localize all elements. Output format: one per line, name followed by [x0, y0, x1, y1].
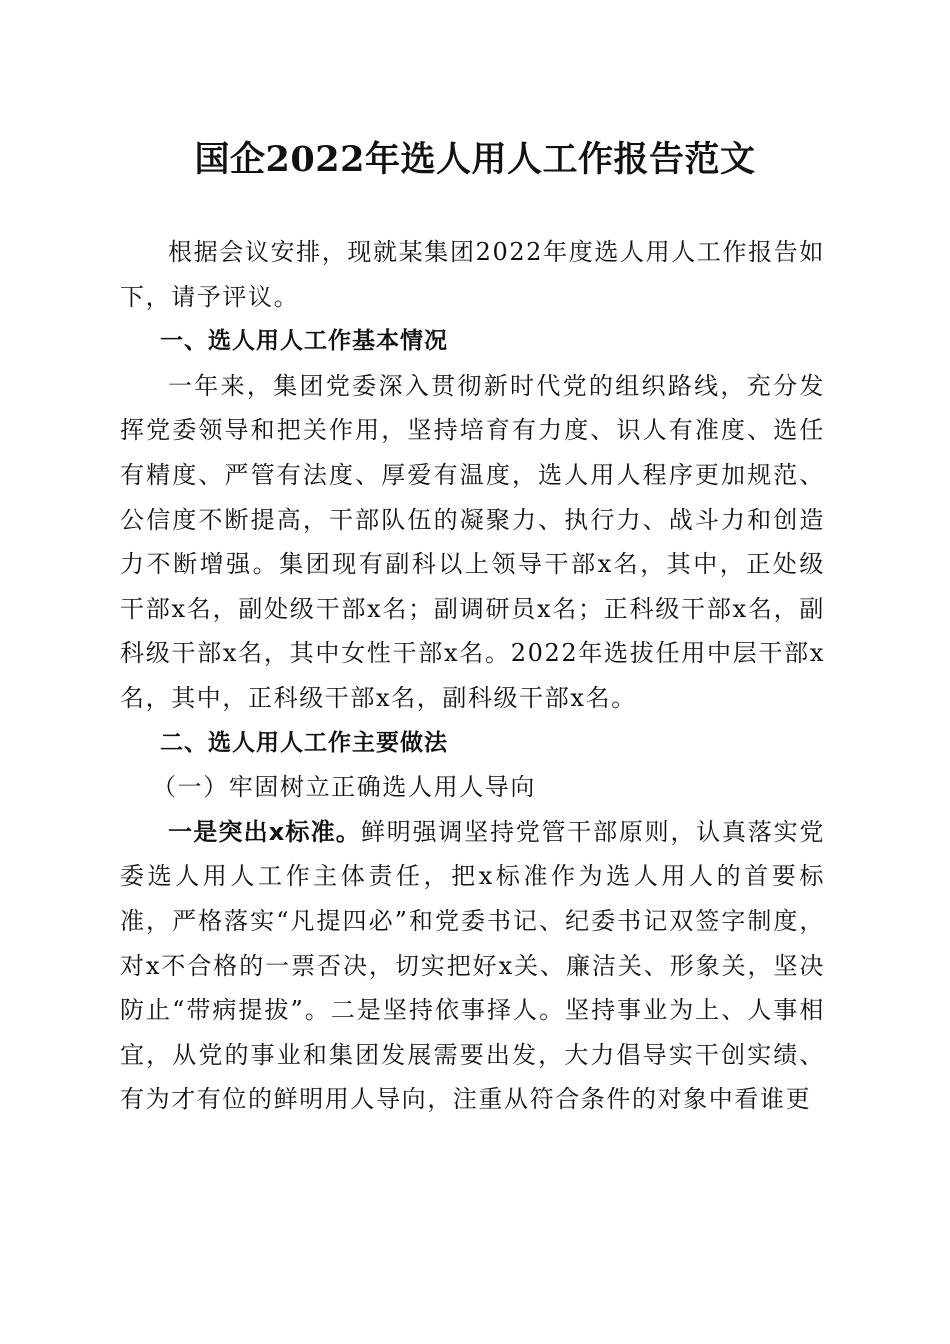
- section-2-subheading: （一）牢固树立正确选人用人导向: [152, 773, 536, 802]
- document-body: [120, 230, 825, 1122]
- section-1-heading: 一、选人用人工作基本情况: [160, 328, 448, 355]
- document-title: 国企2022年选人用人工作报告范文: [194, 139, 756, 180]
- section-2-paragraph: [120, 810, 825, 1122]
- intro-paragraph: 根据会议安排，现就某集团2022年度选人用人工作报告如下，请予评议。: [120, 238, 825, 311]
- section-2-text: 鲜明强调坚持党管干部原则，认真落实党委选人用人工作主体责任，把x标准作为选人用人的首要标准，严格落实“凡提四必”和党委书记、纪委书记双签字制度，对x不合格的一票否决，切实把好x关、廉洁关、形象关，坚决防止“带病提拔”。二是坚持依事择人。坚持事业为上、人事相宜，从党的事业和集团发展需要出发，大力倡导实干创实绩、有为才有位的鲜明用人导向，注重从符合条件的对象中看谁更: [120, 817, 825, 1114]
- section-1-paragraph: 一年来，集团党委深入贯彻新时代党的组织路线，充分发挥党委领导和把关作用，坚持培育有力度、识人有准度、选任有精度、严管有法度、厚爱有温度，选人用人程序更加规范、公信度不断提高，干部队伍的凝聚力、执行力、战斗力和创造力不断增强。集团现有副科以上领导干部x名，其中，正处级干部x名，副处级干部x名；副调研员x名；正科级干部x名，副科级干部x名，其中女性干部x名。2022年选拔任用中层干部x名，其中，正科级干部x名，副科级干部x名。: [120, 371, 825, 712]
- section-2-heading: 二、选人用人工作主要做法: [160, 729, 448, 756]
- section-2-lead: 一是突出x标准。: [168, 817, 361, 846]
